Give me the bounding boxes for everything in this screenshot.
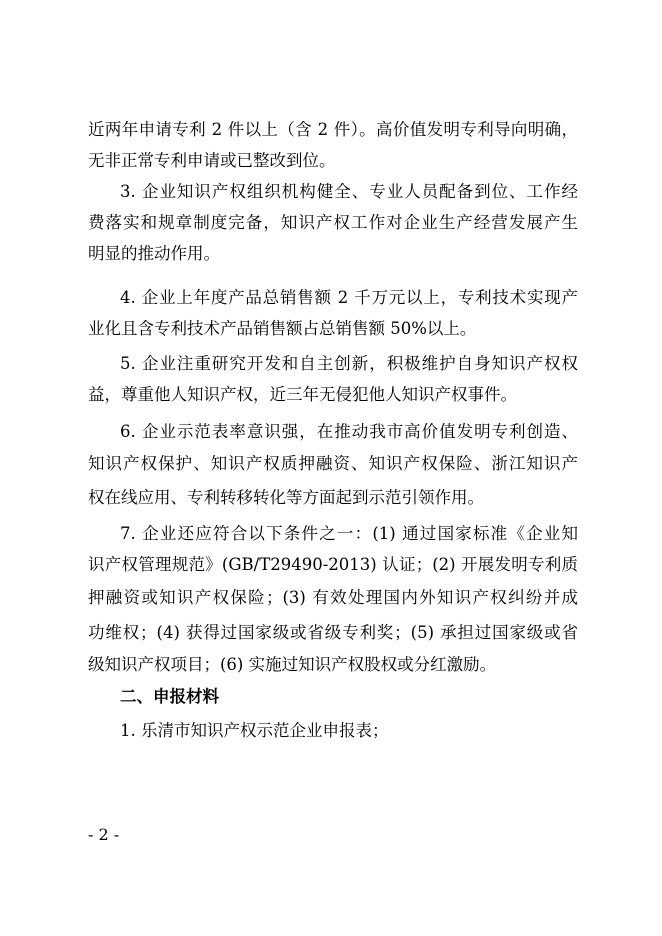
criterion-3-line-3: 明显的推动作用。 [88,244,220,263]
criterion-3-line-2: 费落实和规章制度完备，知识产权工作对企业生产经营发展产生 [88,213,578,232]
criterion-7-line-5: 级知识产权项目；(6) 实施过知识产权股权或分红激励。 [88,655,497,674]
criterion-3-line-1: 3. 企业知识产权组织机构健全、专业人员配备到位、工作经 [120,182,578,201]
paragraph-1-line-2: 无非正常专利申请或已整改到位。 [88,151,336,170]
criterion-4-line-2: 业化且含专利技术产品销售额占总销售额 50%以上。 [88,319,477,338]
criterion-7-line-1: 7. 企业还应符合以下条件之一：(1) 通过国家标准《企业知 [120,524,578,543]
criterion-4-line-1: 4. 企业上年度产品总销售额 2 千万元以上，专利技术实现产 [120,288,578,307]
criterion-5-line-1: 5. 企业注重研究开发和自主创新，积极维护自身知识产权权 [120,354,578,373]
criterion-7-line-2: 识产权管理规范》(GB/T29490-2013) 认证；(2) 开展发明专利质 [88,555,578,574]
paragraph-1-line-1: 近两年申请专利 2 件以上（含 2 件）。高价值发明专利导向明确， [88,120,578,139]
criterion-7-line-4: 功维权；(4) 获得过国家级或省级专利奖；(5) 承担过国家级或省 [88,623,578,642]
criterion-6-line-1: 6. 企业示范表率意识强，在推动我市高价值发明专利创造、 [120,422,578,441]
material-item-1: 1. 乐清市知识产权示范企业申报表； [120,721,389,740]
page-number: - 2 - [88,825,120,844]
section-heading: 二、申报材料 [120,687,219,706]
criterion-7-line-3: 押融资或知识产权保险；(3) 有效处理国内外知识产权纠纷并成 [88,588,578,607]
criterion-6-line-2: 知识产权保护、知识产权质押融资、知识产权保险、浙江知识产 [88,454,578,473]
criterion-5-line-2: 益，尊重他人知识产权，近三年无侵犯他人知识产权事件。 [88,385,517,404]
criterion-6-line-3: 权在线应用、专利转移转化等方面起到示范引领作用。 [88,488,484,507]
